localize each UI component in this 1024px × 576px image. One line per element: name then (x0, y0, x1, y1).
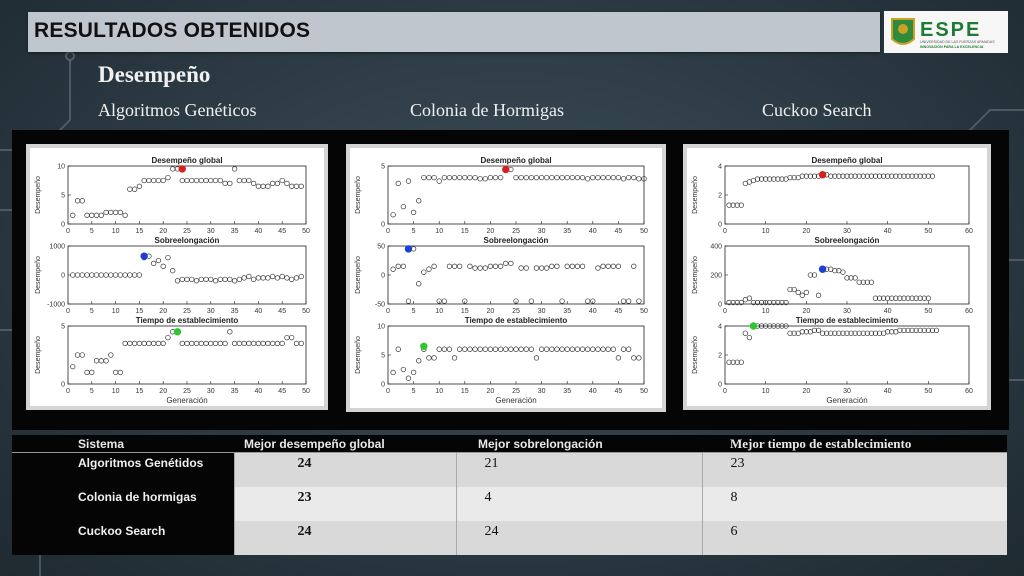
best-point (179, 166, 185, 172)
x-tick-label: 20 (802, 308, 811, 315)
best-point (503, 166, 509, 172)
y-tick-label: 10 (377, 323, 385, 331)
y-tick-label: 4 (718, 323, 722, 331)
x-tick-label: 20 (486, 388, 495, 395)
best-point (750, 323, 756, 329)
x-tick-label: 40 (254, 228, 263, 235)
title-bar (28, 12, 880, 52)
x-tick-label: 60 (965, 228, 973, 235)
header-overshoot: Mejor sobrelongación (456, 435, 702, 453)
algo-label-genetic: Algoritmos Genéticos (98, 100, 257, 120)
x-tick-label: 15 (460, 388, 469, 395)
x-axis-label: Generación (826, 396, 868, 405)
y-tick-label: 0 (381, 272, 385, 280)
x-tick-label: 60 (965, 308, 973, 315)
x-tick-label: 25 (183, 228, 191, 235)
y-axis-label: Desempeño (692, 336, 699, 374)
x-tick-label: 5 (89, 308, 94, 315)
best-point (421, 343, 427, 349)
x-tick-label: 5 (411, 228, 416, 235)
algo-label-cuckoo: Cuckoo Search (762, 100, 872, 120)
x-tick-label: 10 (435, 228, 444, 235)
x-tick-label: 15 (460, 228, 469, 235)
cell-global: 24 (234, 521, 456, 555)
chart-cuckoo (687, 148, 987, 406)
x-tick-label: 0 (723, 228, 727, 235)
x-tick-label: 10 (435, 388, 444, 395)
x-tick-label: 10 (435, 308, 444, 315)
x-tick-label: 10 (111, 388, 120, 395)
x-tick-label: 10 (111, 228, 120, 235)
chart-ants (350, 148, 662, 408)
x-tick-label: 35 (563, 308, 572, 315)
x-tick-label: 35 (230, 388, 239, 395)
cell-global: 23 (234, 487, 456, 521)
algo-label-ants: Colonia de Hormigas (410, 100, 564, 120)
x-tick-label: 15 (135, 228, 144, 235)
x-tick-label: 40 (254, 308, 263, 315)
x-tick-label: 35 (230, 228, 239, 235)
x-tick-label: 0 (386, 228, 390, 235)
x-tick-label: 20 (802, 388, 811, 395)
results-table (12, 435, 1007, 555)
table-header-row (12, 435, 1007, 453)
x-tick-label: 10 (761, 228, 770, 235)
x-tick-label: 25 (512, 308, 520, 315)
y-tick-label: 0 (381, 381, 385, 389)
cell-overshoot: 4 (456, 487, 702, 521)
y-axis-label: Desempeño (692, 256, 699, 294)
y-tick-label: 10 (57, 163, 65, 171)
x-tick-label: 15 (460, 308, 469, 315)
x-tick-label: 20 (486, 308, 495, 315)
x-tick-label: 0 (66, 308, 70, 315)
x-tick-label: 30 (206, 228, 215, 235)
y-axis-label: Desempeño (355, 336, 362, 374)
logo-line2: INNOVACIÓN PARA LA EXCELENCIA (920, 45, 984, 49)
logo-line1: UNIVERSIDAD DE LAS FUERZAS ARMADAS (920, 40, 995, 44)
cell-overshoot: 24 (456, 521, 702, 555)
y-tick-label: 50 (377, 243, 385, 251)
x-tick-label: 40 (883, 228, 892, 235)
x-tick-label: 30 (843, 388, 851, 395)
x-tick-label: 5 (411, 308, 416, 315)
y-tick-label: 0 (718, 301, 722, 309)
x-tick-label: 10 (761, 308, 770, 315)
x-tick-label: 5 (89, 388, 94, 395)
x-tick-label: 40 (883, 388, 892, 395)
x-tick-label: 30 (843, 308, 851, 315)
x-tick-label: 50 (640, 308, 648, 315)
best-point (405, 246, 411, 252)
x-tick-label: 40 (254, 388, 263, 395)
subplot-title: Desempeño global (151, 156, 223, 165)
subplot-title: Tiempo de establecimiento (135, 316, 239, 325)
subplot-axes (725, 246, 969, 304)
x-tick-label: 20 (159, 228, 168, 235)
x-tick-label: 50 (924, 228, 933, 235)
x-tick-label: 50 (302, 228, 310, 235)
x-tick-label: 30 (537, 228, 546, 235)
cell-system: Colonia de hormigas (12, 487, 234, 521)
x-tick-label: 40 (588, 228, 597, 235)
y-tick-label: 5 (61, 323, 65, 331)
header-system: Sistema (12, 435, 234, 453)
x-tick-label: 50 (302, 308, 310, 315)
y-tick-label: 4 (718, 163, 722, 171)
figures-strip (12, 130, 1009, 430)
y-tick-label: 200 (710, 272, 722, 280)
table-row (12, 521, 1007, 555)
x-tick-label: 35 (230, 308, 239, 315)
best-point (819, 172, 825, 178)
cell-system: Cuckoo Search (12, 521, 234, 555)
y-tick-label: -50 (374, 301, 385, 309)
x-tick-label: 30 (537, 308, 546, 315)
x-tick-label: 45 (614, 388, 623, 395)
x-tick-label: 30 (843, 228, 851, 235)
x-tick-label: 45 (614, 228, 623, 235)
subplot-title: Tiempo de establecimiento (795, 316, 899, 325)
x-tick-label: 0 (386, 388, 390, 395)
cell-system: Algoritmos Genétidos (12, 453, 234, 488)
x-tick-label: 5 (89, 228, 94, 235)
x-tick-label: 50 (640, 388, 648, 395)
x-tick-label: 25 (512, 228, 520, 235)
best-point (174, 329, 180, 335)
x-tick-label: 25 (183, 388, 191, 395)
x-tick-label: 50 (640, 228, 648, 235)
subplot-title: Tiempo de establecimiento (464, 316, 568, 325)
table-row (12, 453, 1007, 488)
x-tick-label: 45 (614, 308, 623, 315)
x-tick-label: 25 (512, 388, 520, 395)
section-subtitle: Desempeño (98, 62, 211, 87)
page-title: RESULTADOS OBTENIDOS (34, 19, 311, 42)
y-tick-label: 0 (61, 381, 65, 389)
subplot-title: Sobreelongación (154, 236, 220, 245)
x-tick-label: 45 (278, 228, 287, 235)
y-axis-label: Desempeño (355, 256, 362, 294)
subplot-title: Sobreelongación (483, 236, 549, 245)
x-axis-label: Generación (495, 396, 537, 405)
y-tick-label: 2 (718, 192, 722, 200)
subplot-axes (725, 166, 969, 224)
y-tick-label: 0 (718, 221, 722, 229)
x-tick-label: 15 (135, 388, 144, 395)
x-tick-label: 40 (588, 388, 597, 395)
y-tick-label: 0 (61, 272, 65, 280)
y-tick-label: 400 (710, 243, 722, 251)
y-tick-label: 1000 (49, 243, 65, 251)
subplot-axes (725, 326, 969, 384)
chart-panel-genetic (26, 144, 328, 410)
y-tick-label: 5 (61, 192, 65, 200)
cell-settling: 23 (702, 453, 1007, 488)
y-axis-label: Desempeño (692, 176, 699, 214)
x-tick-label: 15 (135, 308, 144, 315)
subplot-title: Desempeño global (480, 156, 552, 165)
x-tick-label: 45 (278, 308, 287, 315)
chart-genetic (30, 148, 324, 406)
x-tick-label: 30 (206, 308, 215, 315)
espe-logo (884, 11, 1008, 53)
cell-settling: 6 (702, 521, 1007, 555)
y-tick-label: 5 (381, 163, 385, 171)
x-tick-label: 40 (588, 308, 597, 315)
x-tick-label: 35 (563, 388, 572, 395)
y-axis-label: Desempeño (35, 256, 42, 294)
cell-settling: 8 (702, 487, 1007, 521)
y-tick-label: 0 (381, 221, 385, 229)
x-tick-label: 0 (66, 388, 70, 395)
chart-panel-ants (346, 144, 666, 412)
header-settling: Mejor tiempo de establecimiento (702, 435, 1007, 453)
x-tick-label: 50 (302, 388, 310, 395)
x-axis-label: Generación (166, 396, 208, 405)
x-tick-label: 0 (723, 388, 727, 395)
logo-text: ESPE (920, 19, 982, 41)
best-point (819, 266, 825, 272)
y-tick-label: 0 (61, 221, 65, 229)
y-axis-label: Desempeño (355, 176, 362, 214)
subplot-title: Desempeño global (811, 156, 883, 165)
x-tick-label: 0 (386, 308, 390, 315)
y-axis-label: Desempeño (35, 336, 42, 374)
subplot-axes (388, 326, 644, 384)
x-tick-label: 20 (159, 308, 168, 315)
y-tick-label: 2 (718, 352, 722, 360)
x-tick-label: 60 (965, 388, 973, 395)
x-tick-label: 20 (159, 388, 168, 395)
cell-global: 24 (234, 453, 456, 488)
x-tick-label: 0 (66, 228, 70, 235)
x-tick-label: 5 (411, 388, 416, 395)
y-tick-label: 5 (381, 352, 385, 360)
x-tick-label: 40 (883, 308, 892, 315)
x-tick-label: 20 (486, 228, 495, 235)
subplot-axes (68, 326, 306, 384)
x-tick-label: 25 (183, 308, 191, 315)
x-tick-label: 0 (723, 308, 727, 315)
y-tick-label: 0 (718, 381, 722, 389)
y-axis-label: Desempeño (35, 176, 42, 214)
x-tick-label: 50 (924, 308, 933, 315)
x-tick-label: 30 (206, 388, 215, 395)
subplot-axes (388, 166, 644, 224)
best-point (141, 253, 147, 259)
subplot-title: Sobreelongación (814, 236, 880, 245)
logo-emblem-icon (884, 11, 1008, 53)
table-row (12, 487, 1007, 521)
x-tick-label: 35 (563, 228, 572, 235)
x-tick-label: 30 (537, 388, 546, 395)
cell-overshoot: 21 (456, 453, 702, 488)
subplot-axes (388, 246, 644, 304)
x-tick-label: 10 (111, 308, 120, 315)
x-tick-label: 45 (278, 388, 287, 395)
header-global: Mejor desempeño global (234, 435, 456, 453)
y-tick-label: -1000 (47, 301, 65, 309)
x-tick-label: 20 (802, 228, 811, 235)
chart-panel-cuckoo (683, 144, 991, 410)
x-tick-label: 10 (761, 388, 770, 395)
x-tick-label: 50 (924, 388, 933, 395)
